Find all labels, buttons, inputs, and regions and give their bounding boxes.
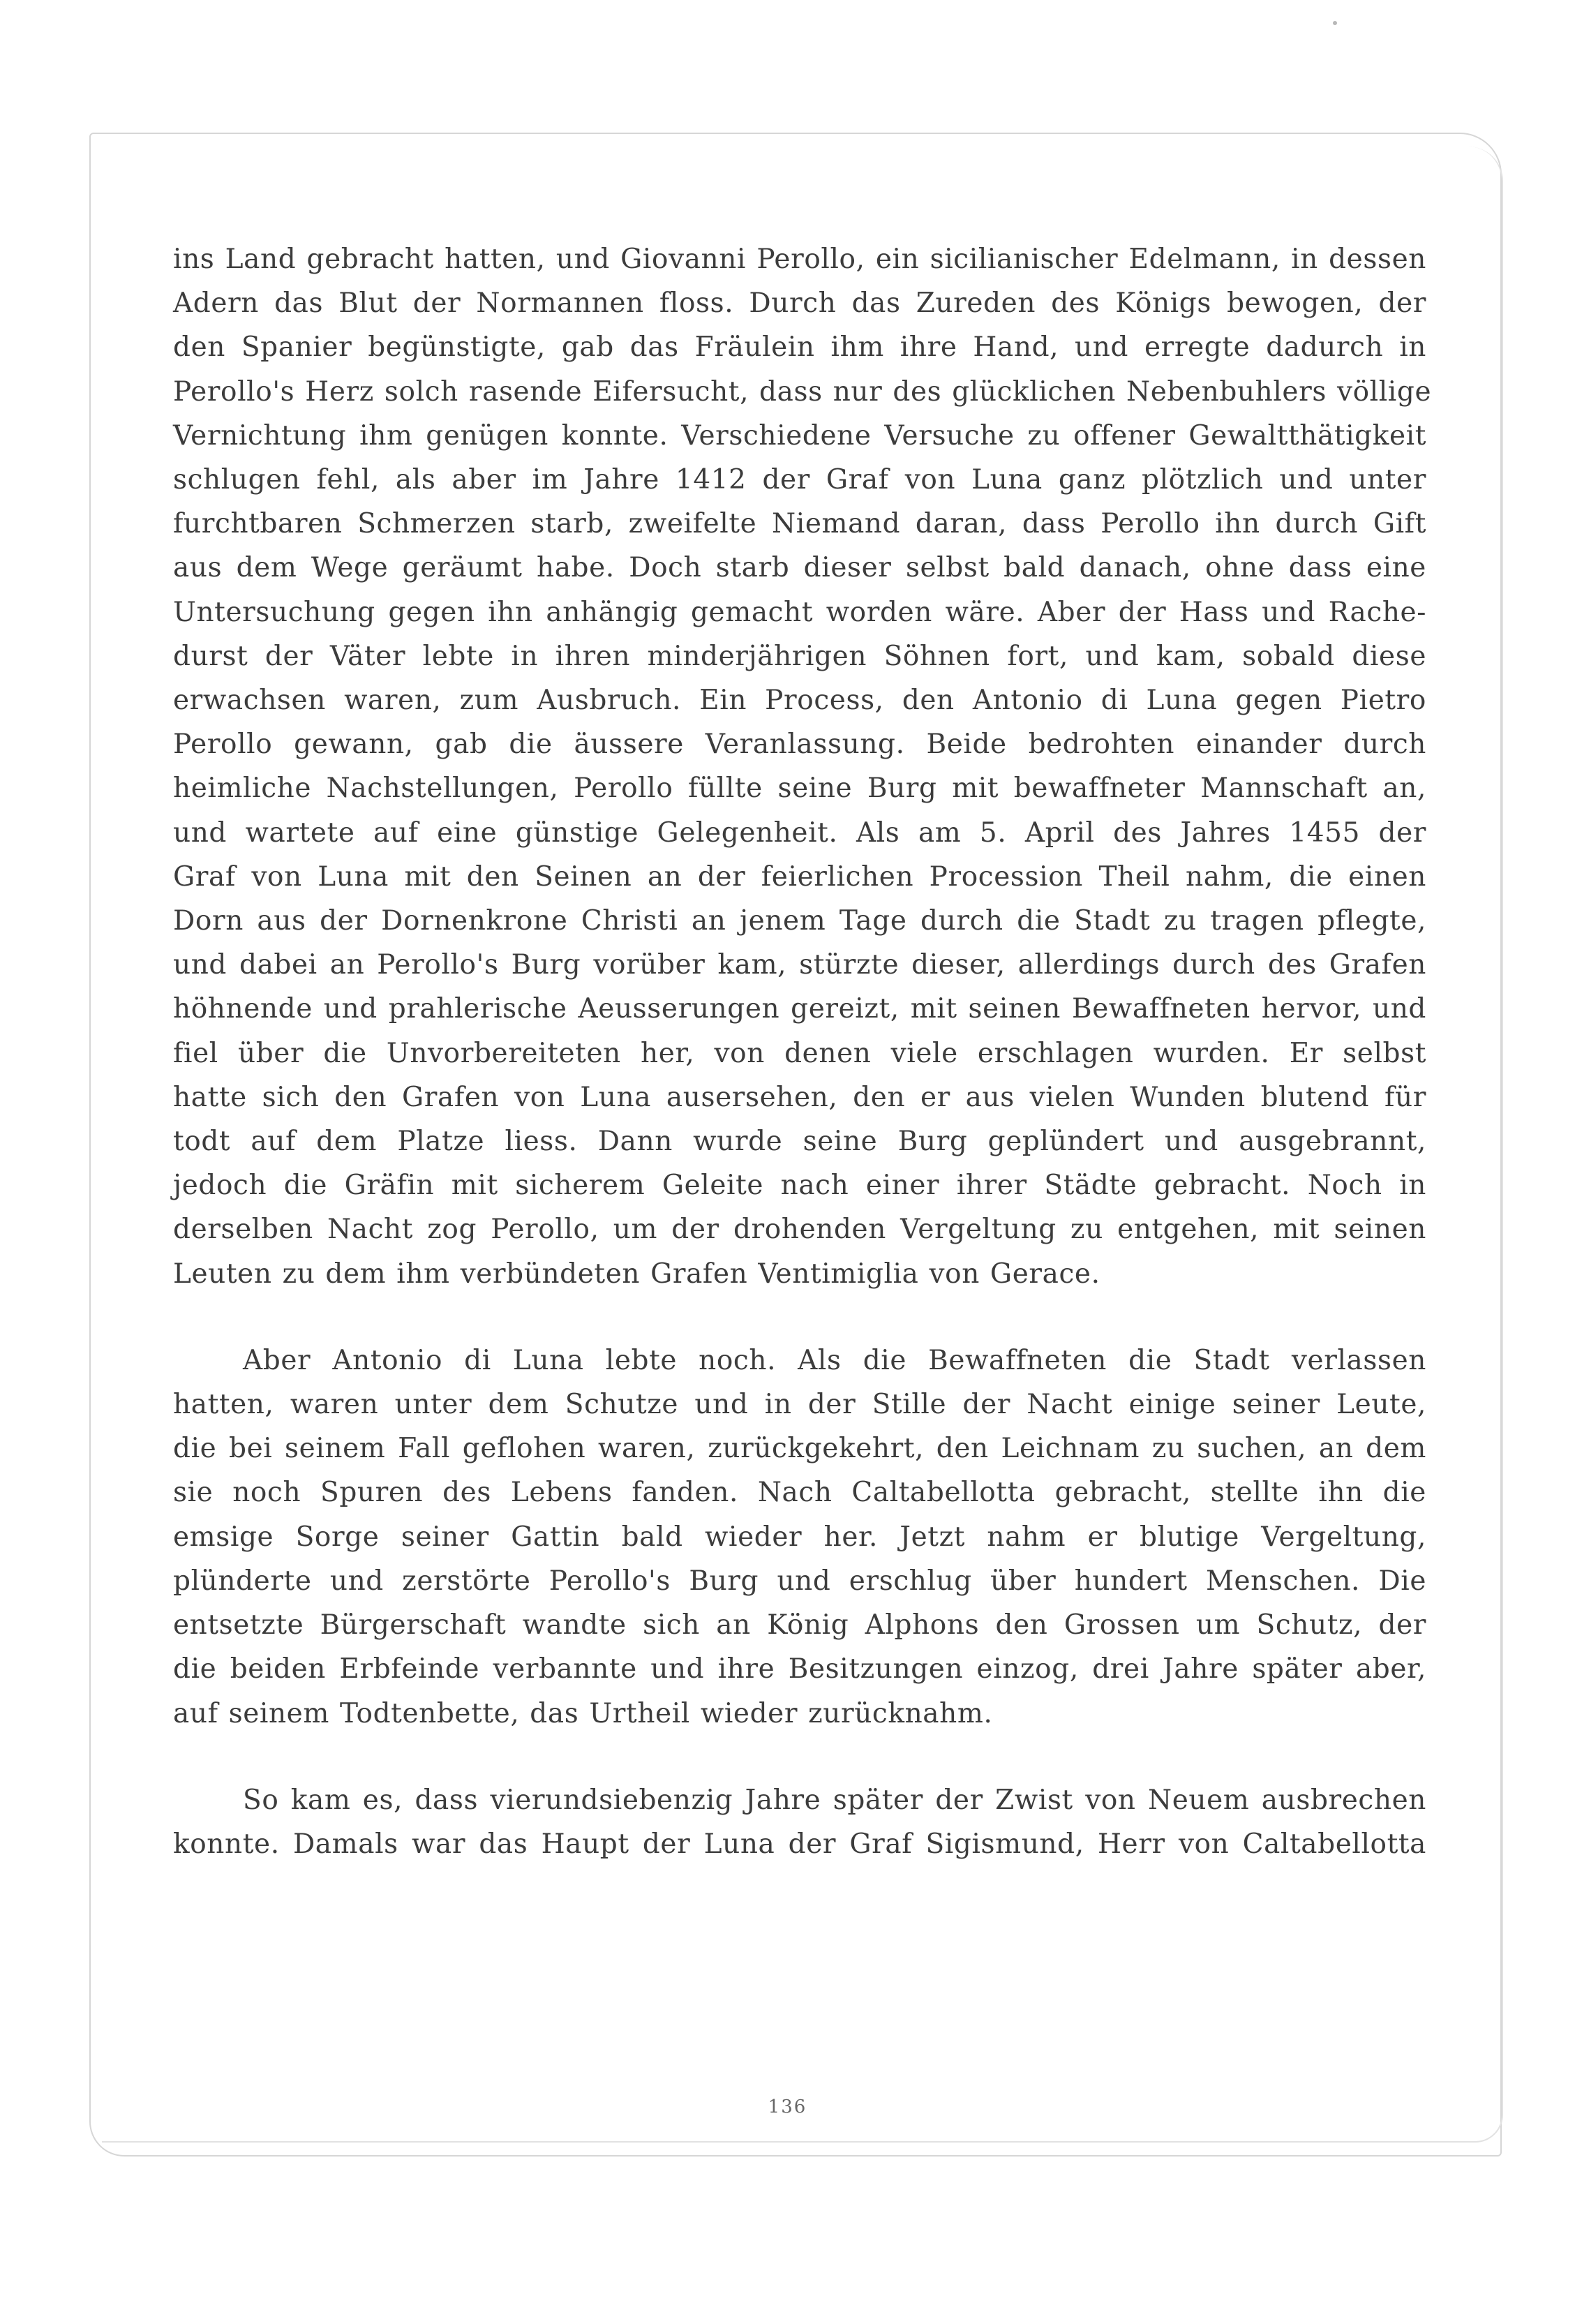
text-line: plünderte und zerstörte Perollo's Burg und erschlug über hundert Menschen. Die [173, 1565, 1426, 1597]
text-line: derselben Nacht zog Perollo, um der drohenden Vergeltung zu entgehen, mit seinen [173, 1214, 1426, 1246]
text-line: todt auf dem Platze liess. Dann wurde seine Burg geplündert und ausgebrannt, [173, 1126, 1426, 1158]
text-line: Leuten zu dem ihm verbündeten Grafen Ventimiglia von Gerace. [173, 1258, 1100, 1290]
text-line: erwachsen waren, zum Ausbruch. Ein Process, den Antonio di Luna gegen Pietro [173, 685, 1426, 717]
paragraph-2 [173, 1339, 1426, 1736]
text-line: Vernichtung ihm genügen konnte. Verschiedene Versuche zu offener Gewaltthätigkeit [173, 419, 1426, 452]
text-line: fiel über die Unvorbereiteten her, von denen viele erschlagen wurden. Er selbst [173, 1037, 1426, 1069]
text-line: Dorn aus der Dornenkrone Christi an jenem Tage durch die Stadt zu tragen pflegte, [173, 905, 1426, 937]
text-line: hatten, waren unter dem Schutze und in der Stille der Nacht einige seiner Leute, [173, 1389, 1426, 1421]
text-line: hatte sich den Grafen von Luna ausersehen, den er aus vielen Wunden blutend für [173, 1081, 1426, 1113]
paragraph-1 [173, 237, 1432, 1296]
text-line: den Spanier begünstigte, gab das Fräulein ihm ihre Hand, und erregte dadurch in [173, 332, 1426, 364]
text-line: entsetzte Bürgerschaft wandte sich an König Alphons den Grossen um Schutz, der [173, 1609, 1426, 1641]
text-line: Aber Antonio di Luna lebte noch. Als die Bewaffneten die Stadt verlassen [243, 1344, 1426, 1376]
text-line: höhnende und prahlerische Aeusserungen gereizt, mit seinen Bewaffneten hervor, und [173, 993, 1426, 1025]
body-text [173, 237, 1432, 1866]
text-line: konnte. Damals war das Haupt der Luna der Graf Sigismund, Herr von Caltabellotta [173, 1828, 1426, 1860]
text-line: die bei seinem Fall geflohen waren, zurückgekehrt, den Leichnam zu suchen, an dem [173, 1433, 1426, 1465]
text-line: und dabei an Perollo's Burg vorüber kam, stürzte dieser, allerdings durch des Grafen [173, 949, 1426, 981]
text-line: jedoch die Gräfin mit sicherem Geleite nach einer ihrer Städte gebracht. Noch in [173, 1170, 1426, 1202]
text-line: Perollo's Herz solch rasende Eifersucht, dass nur des glücklichen Nebenbuhlers völlige [173, 375, 1432, 408]
text-line: Untersuchung gegen ihn anhängig gemacht worden wäre. Aber der Hass und Rache- [173, 596, 1426, 628]
text-line: aus dem Wege geräumt habe. Doch starb dieser selbst bald danach, ohne dass eine [173, 552, 1426, 584]
text-line: heimliche Nachstellungen, Perollo füllte seine Burg mit bewaffneter Mannschaft an, [173, 773, 1426, 805]
text-line: schlugen fehl, als aber im Jahre 1412 der Graf von Luna ganz plötzlich und unter [173, 464, 1426, 496]
text-line: auf seinem Todtenbette, das Urtheil wieder zurücknahm. [173, 1697, 993, 1729]
text-line: Graf von Luna mit den Seinen an der feierlichen Procession Theil nahm, die einen [173, 861, 1426, 893]
paragraph-3 [173, 1778, 1426, 1866]
page-number: 136 [768, 2096, 807, 2117]
text-line: furchtbaren Schmerzen starb, zweifelte Niemand daran, dass Perollo ihn durch Gift [173, 508, 1426, 540]
text-line: Perollo gewann, gab die äussere Veranlassung. Beide bedrohten einander durch [173, 729, 1426, 761]
text-line: ins Land gebracht hatten, und Giovanni Perollo, ein sicilianischer Edelmann, in dessen [173, 244, 1426, 275]
text-line: emsige Sorge seiner Gattin bald wieder her. Jetzt nahm er blutige Vergeltung, [173, 1521, 1426, 1553]
text-line: Adern das Blut der Normannen floss. Durch das Zureden des Königs bewogen, der [173, 288, 1426, 320]
text-line: die beiden Erbfeinde verbannte und ihre Besitzungen einzog, drei Jahre später aber, [173, 1653, 1426, 1685]
text-line: sie noch Spuren des Lebens fanden. Nach Caltabellotta gebracht, stellte ihn die [173, 1477, 1426, 1509]
text-line: durst der Väter lebte in ihren minderjährigen Söhnen fort, und kam, sobald diese [173, 640, 1426, 672]
text-line: und wartete auf eine günstige Gelegenheit. Als am 5. April des Jahres 1455 der [173, 817, 1426, 849]
paper-speck [1333, 21, 1337, 25]
text-line: So kam es, dass vierundsiebenzig Jahre später der Zwist von Neuem ausbrechen [243, 1784, 1426, 1816]
